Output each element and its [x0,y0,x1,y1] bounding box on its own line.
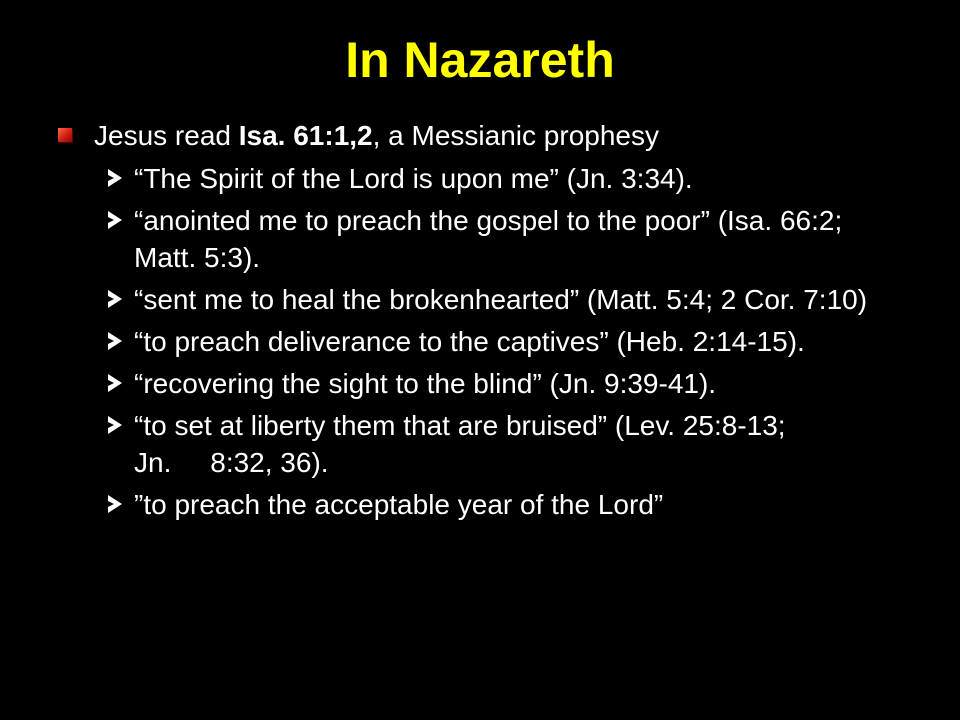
main-bullet-text [94,118,659,154]
arrowhead-bullet-icon [108,169,122,187]
sub-bullet-item [108,160,888,197]
arrowhead-bullet-icon [108,290,122,308]
arrowhead-bullet-icon [108,416,122,434]
sub-bullet-item [108,281,888,318]
sub-bullet-text: ”to preach the acceptable year of the Lord” [134,489,664,520]
arrowhead-bullet-icon [108,211,122,229]
slide-title: In Nazareth [345,32,615,88]
sub-bullet-item [108,202,888,276]
sub-bullet-text: “recovering the sight to the blind” (Jn. 9:39-41). [134,368,717,399]
main-bullet-prefix: Jesus read [94,120,239,151]
sub-bullet-item [108,323,888,360]
arrowhead-bullet-icon [108,374,122,392]
sub-bullet-text: “sent me to heal the brokenhearted” (Matt. 5:4; 2 Cor. 7:10) [134,284,868,315]
sub-bullet-item [108,407,888,481]
sub-bullet-list [108,160,888,528]
main-bullet-reference: Isa. 61:1,2 [238,120,373,151]
sub-bullet-text: “to preach deliverance to the captives” (Heb. 2:14-15). [134,326,805,357]
sub-bullet-text: “The Spirit of the Lord is upon me” (Jn. 3:34). [134,163,693,194]
main-bullet-suffix: , a Messianic prophesy [372,120,659,151]
arrowhead-bullet-icon [108,495,122,513]
sub-bullet-text: “anointed me to preach the gospel to the poor” (Isa. 66:2; Matt. 5:3). [134,205,843,273]
sub-bullet-text: “to set at liberty them that are bruised” (Lev. 25:8-13; Jn. 8:32, 36). [134,410,786,478]
red-square-bullet-icon [58,128,72,142]
arrowhead-bullet-icon [108,332,122,350]
sub-bullet-item [108,365,888,402]
sub-bullet-item [108,486,888,523]
